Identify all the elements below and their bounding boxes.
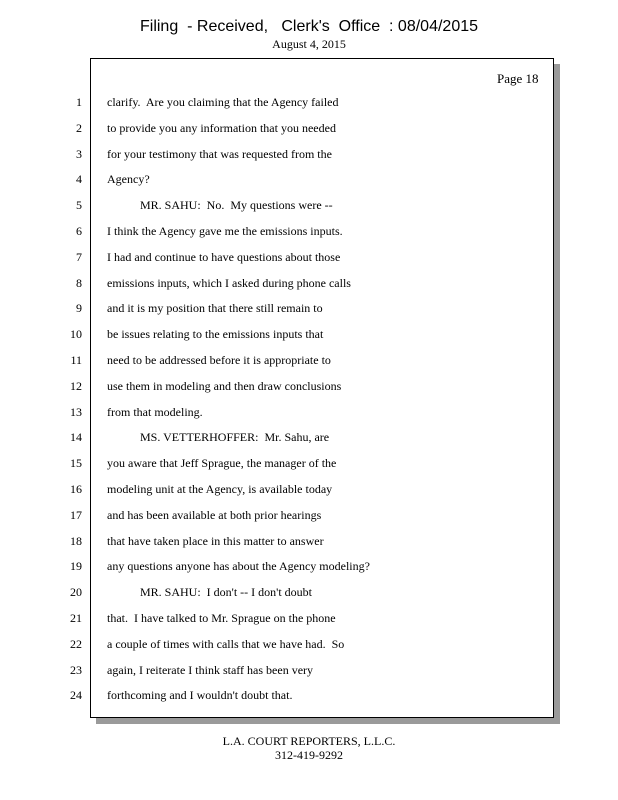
line-text: you aware that Jeff Sprague, the manager of the <box>107 456 337 471</box>
transcript-line <box>0 481 560 507</box>
line-text: be issues relating to the emissions inputs that <box>107 327 324 342</box>
line-number: 13 <box>70 404 82 419</box>
line-number: 19 <box>70 559 82 574</box>
line-text: I think the Agency gave me the emissions inputs. <box>107 223 343 238</box>
line-number: 2 <box>76 120 82 135</box>
line-text: a couple of times with calls that we have had. So <box>107 636 345 651</box>
reporter-company: L.A. COURT REPORTERS, L.L.C. <box>222 734 396 748</box>
transcript-line <box>0 197 560 223</box>
line-number: 16 <box>70 481 82 496</box>
transcript-line <box>0 300 560 326</box>
line-number: 11 <box>70 352 82 367</box>
transcript-line <box>0 662 560 688</box>
line-number: 15 <box>70 456 82 471</box>
line-number: 17 <box>70 507 82 522</box>
line-text: use them in modeling and then draw conclusions <box>107 378 342 393</box>
line-text: MS. VETTERHOFFER: Mr. Sahu, are <box>107 430 330 445</box>
transcript-line <box>0 429 560 455</box>
line-number: 3 <box>76 146 82 161</box>
transcript-line <box>0 455 560 481</box>
line-text: I had and continue to have questions about those <box>107 249 341 264</box>
line-text: for your testimony that was requested from the <box>107 146 332 161</box>
line-number: 22 <box>70 636 82 651</box>
line-text: clarify. Are you claiming that the Agency failed <box>107 95 339 109</box>
transcript-line <box>0 326 560 352</box>
line-number: 20 <box>70 585 82 600</box>
line-text: emissions inputs, which I asked during phone calls <box>107 275 351 290</box>
line-text: MR. SAHU: No. My questions were -- <box>107 198 333 213</box>
line-text: MR. SAHU: I don't -- I don't doubt <box>107 585 312 600</box>
line-text: modeling unit at the Agency, is available today <box>107 481 333 496</box>
line-number: 7 <box>76 249 82 264</box>
transcript-line <box>0 146 560 172</box>
line-text: that have taken place in this matter to answer <box>107 533 324 548</box>
line-number: 8 <box>76 275 82 290</box>
line-number: 23 <box>70 662 82 677</box>
line-number: 12 <box>70 378 82 393</box>
line-number: 9 <box>76 301 82 316</box>
line-number: 18 <box>70 533 82 548</box>
transcript-line <box>0 636 560 662</box>
transcript-lines <box>0 94 560 713</box>
transcript-line <box>0 223 560 249</box>
line-text: any questions anyone has about the Agency modeling? <box>107 559 370 574</box>
line-number: 4 <box>76 172 82 187</box>
page-number: Page 18 <box>497 71 539 86</box>
transcript-line <box>0 249 560 275</box>
filing-stamp: Filing - Received, Clerk's Office : 08/04/2015 <box>139 18 479 35</box>
transcript-line <box>0 275 560 301</box>
line-number: 21 <box>70 610 82 625</box>
transcript-line <box>0 584 560 610</box>
line-text: that. I have talked to Mr. Sprague on the phone <box>107 610 336 625</box>
line-text: forthcoming and I wouldn't doubt that. <box>107 688 293 703</box>
reporter-phone: 312-419-9292 <box>275 748 343 762</box>
transcript-line <box>0 687 560 713</box>
document-date: August 4, 2015 <box>272 37 346 51</box>
transcript-line <box>0 94 560 120</box>
line-text: Agency? <box>107 172 150 187</box>
line-text: again, I reiterate I think staff has been very <box>107 662 314 677</box>
line-text: to provide you any information that you needed <box>107 120 336 135</box>
line-text: from that modeling. <box>107 404 203 419</box>
line-number: 14 <box>70 430 82 445</box>
line-number: 1 <box>76 95 82 109</box>
line-number: 5 <box>76 198 82 213</box>
line-text: and it is my position that there still remain to <box>107 301 323 316</box>
transcript-line <box>0 533 560 559</box>
transcript-line <box>0 507 560 533</box>
line-number: 10 <box>70 327 82 342</box>
transcript-line <box>0 352 560 378</box>
transcript-line <box>0 120 560 146</box>
line-number: 24 <box>70 688 82 703</box>
transcript-line <box>0 171 560 197</box>
transcript-line <box>0 558 560 584</box>
line-number: 6 <box>76 223 82 238</box>
transcript-line <box>0 404 560 430</box>
line-text: and has been available at both prior hearings <box>107 507 322 522</box>
transcript-line <box>0 378 560 404</box>
line-text: need to be addressed before it is appropriate to <box>107 352 331 367</box>
transcript-line <box>0 610 560 636</box>
